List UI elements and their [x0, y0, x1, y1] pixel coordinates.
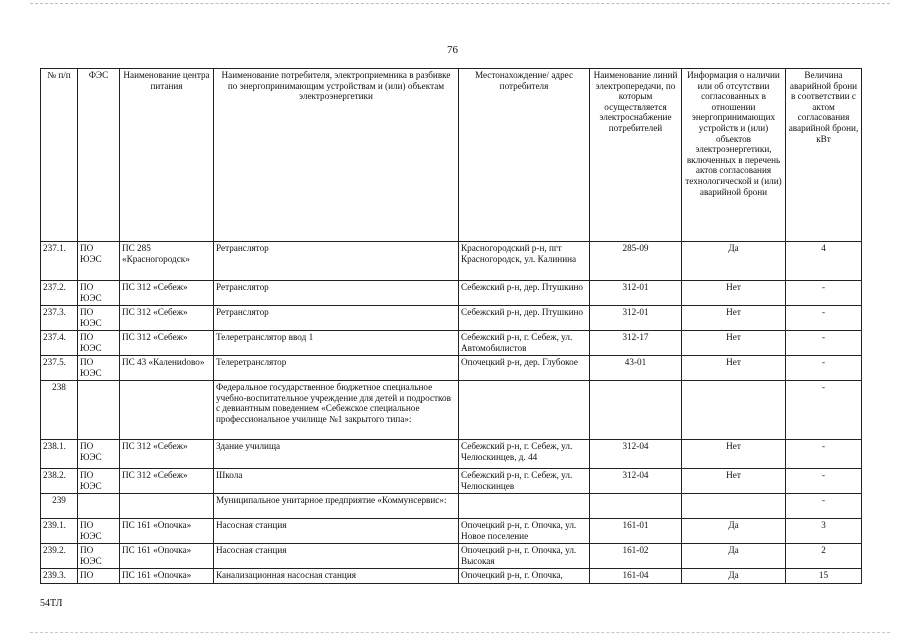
cell-fes: ПО ЮЭС: [78, 306, 120, 331]
cell-number: 238: [41, 381, 78, 440]
cell-agreement: Нет: [682, 356, 786, 381]
cell-power-center: ПС 312 «Себеж»: [120, 306, 214, 331]
footer-code: 54ТЛ: [40, 598, 63, 609]
cell-power-center: ПС 43 «Калениdово»: [120, 356, 214, 381]
table-row: [41, 356, 862, 381]
cell-number: 239: [41, 494, 78, 519]
cell-power-center: ПС 312 «Себеж»: [120, 440, 214, 469]
header-consumer: Наименование потребителя, электроприемника в разбивке по энергопринимающим устройствам и (или) объектам электроэнергетики: [214, 69, 459, 242]
header-emergency-reserve: Величина аварийной брони в соответствии с актом согласования аварийной брони, кВт: [786, 69, 862, 242]
scan-edge-top: [30, 3, 890, 4]
cell-agreement: Нет: [682, 306, 786, 331]
cell-fes: ПО ЮЭС: [78, 242, 120, 281]
cell-number: 237.4.: [41, 331, 78, 356]
cell-reserve-kw: 3: [786, 519, 862, 544]
cell-consumer: Федеральное государственное бюджетное специальное учебно-воспитательное учреждение для детей и подростков с девиантным поведением «Себежское специальное профессиональное училище №1 закрытого типа»:: [214, 381, 459, 440]
table-row: [41, 519, 862, 544]
cell-power-line: 312-04: [590, 469, 682, 494]
table-row: [41, 544, 862, 569]
header-row: [41, 69, 862, 242]
cell-consumer: Школа: [214, 469, 459, 494]
cell-power-line: 312-01: [590, 306, 682, 331]
cell-reserve-kw: -: [786, 356, 862, 381]
cell-fes: ПО ЮЭС: [78, 519, 120, 544]
cell-power-center: ПС 161 «Опочка»: [120, 569, 214, 584]
cell-power-line: 312-01: [590, 281, 682, 306]
cell-power-line: [590, 494, 682, 519]
cell-consumer: Ретранслятор: [214, 242, 459, 281]
cell-fes: ПО ЮЭС: [78, 331, 120, 356]
cell-reserve-kw: -: [786, 381, 862, 440]
cell-location: Опочецкий р-н, г. Опочка, ул. Новое поселение: [459, 519, 590, 544]
cell-consumer: Телеретранслятор: [214, 356, 459, 381]
cell-consumer: Насосная станция: [214, 519, 459, 544]
cell-reserve-kw: -: [786, 306, 862, 331]
cell-consumer: Ретранслятор: [214, 281, 459, 306]
cell-reserve-kw: -: [786, 440, 862, 469]
cell-fes: ПО ЮЭС: [78, 440, 120, 469]
table-row: [41, 440, 862, 469]
cell-power-line: 312-04: [590, 440, 682, 469]
cell-location: [459, 494, 590, 519]
cell-agreement: Нет: [682, 331, 786, 356]
cell-agreement: Да: [682, 569, 786, 584]
cell-location: Себежский р-н, г. Себеж, ул. Челюскинцев, д. 44: [459, 440, 590, 469]
cell-number: 239.3.: [41, 569, 78, 584]
cell-consumer: Ретранслятор: [214, 306, 459, 331]
cell-power-line: 161-04: [590, 569, 682, 584]
cell-fes: ПО ЮЭС: [78, 356, 120, 381]
cell-agreement: Да: [682, 519, 786, 544]
cell-reserve-kw: 4: [786, 242, 862, 281]
cell-number: 237.1.: [41, 242, 78, 281]
cell-power-center: ПС 312 «Себеж»: [120, 469, 214, 494]
cell-power-line: 43-01: [590, 356, 682, 381]
cell-consumer: Канализационная насосная станция: [214, 569, 459, 584]
cell-fes: [78, 381, 120, 440]
cell-fes: ПО ЮЭС: [78, 281, 120, 306]
reservation-table: [40, 68, 862, 584]
header-agreement-info: Информация о наличии или об отсутствии согласованных в отношении энергопринимающих устройств и (или) объектов электроэнергетики, включенных в перечень актов согласования технологической и (или) аварийной брони: [682, 69, 786, 242]
cell-location: Опочецкий р-н, г. Опочка,: [459, 569, 590, 584]
cell-fes: [78, 494, 120, 519]
table-row: [41, 331, 862, 356]
table-row: [41, 306, 862, 331]
cell-reserve-kw: -: [786, 469, 862, 494]
cell-reserve-kw: 2: [786, 544, 862, 569]
cell-number: 237.5.: [41, 356, 78, 381]
cell-agreement: Нет: [682, 469, 786, 494]
cell-power-line: 312-17: [590, 331, 682, 356]
cell-power-line: 161-02: [590, 544, 682, 569]
header-location: Местонахождение/ адрес потребителя: [459, 69, 590, 242]
cell-location: Себежский р-н, дер. Птушкино: [459, 281, 590, 306]
page-number: 76: [447, 44, 458, 56]
cell-reserve-kw: -: [786, 281, 862, 306]
cell-power-center: ПС 161 «Опочка»: [120, 544, 214, 569]
cell-reserve-kw: 15: [786, 569, 862, 584]
scan-edge-bottom: [30, 632, 890, 633]
cell-location: Себежский р-н, г. Себеж, ул. Челюскинцев: [459, 469, 590, 494]
cell-location: Себежский р-н, г. Себеж, ул. Автомобилистов: [459, 331, 590, 356]
cell-number: 239.2.: [41, 544, 78, 569]
cell-agreement: [682, 494, 786, 519]
cell-number: 238.2.: [41, 469, 78, 494]
cell-fes: ПО: [78, 569, 120, 584]
cell-agreement: [682, 381, 786, 440]
cell-agreement: Нет: [682, 281, 786, 306]
cell-location: Себежский р-н, дер. Птушкино: [459, 306, 590, 331]
header-fes: ФЭС: [78, 69, 120, 242]
table-row: [41, 469, 862, 494]
cell-power-center: ПС 161 «Опочка»: [120, 519, 214, 544]
cell-reserve-kw: -: [786, 331, 862, 356]
cell-agreement: Да: [682, 544, 786, 569]
cell-agreement: Да: [682, 242, 786, 281]
cell-power-center: [120, 494, 214, 519]
cell-power-line: 161-01: [590, 519, 682, 544]
cell-location: Опочецкий р-н, дер. Глубокое: [459, 356, 590, 381]
cell-number: 238.1.: [41, 440, 78, 469]
cell-location: [459, 381, 590, 440]
cell-number: 237.2.: [41, 281, 78, 306]
header-power-center: Наименование центра питания: [120, 69, 214, 242]
table-row: [41, 281, 862, 306]
cell-number: 237.3.: [41, 306, 78, 331]
table-row: [41, 381, 862, 440]
cell-location: Опочецкий р-н, г. Опочка, ул. Высокая: [459, 544, 590, 569]
cell-power-center: ПС 312 «Себеж»: [120, 331, 214, 356]
cell-power-center: ПС 285 «Красногородск»: [120, 242, 214, 281]
table-row: [41, 242, 862, 281]
cell-reserve-kw: -: [786, 494, 862, 519]
cell-power-line: [590, 381, 682, 440]
header-number: № п/п: [41, 69, 78, 242]
cell-power-center: [120, 381, 214, 440]
header-power-lines: Наименование линий электропередачи, по которым осуществляется электроснабжение потребителей: [590, 69, 682, 242]
cell-consumer: Телеретранслятор ввод 1: [214, 331, 459, 356]
cell-power-line: 285-09: [590, 242, 682, 281]
cell-consumer: Здание училища: [214, 440, 459, 469]
cell-power-center: ПС 312 «Себеж»: [120, 281, 214, 306]
cell-fes: ПО ЮЭС: [78, 469, 120, 494]
cell-location: Красногородский р-н, пгт Красногородск, ул. Калинина: [459, 242, 590, 281]
cell-consumer: Муниципальное унитарное предприятие «Коммунсервис»:: [214, 494, 459, 519]
table-row: [41, 569, 862, 584]
table-row: [41, 494, 862, 519]
cell-fes: ПО ЮЭС: [78, 544, 120, 569]
cell-number: 239.1.: [41, 519, 78, 544]
cell-agreement: Нет: [682, 440, 786, 469]
cell-consumer: Насосная станция: [214, 544, 459, 569]
